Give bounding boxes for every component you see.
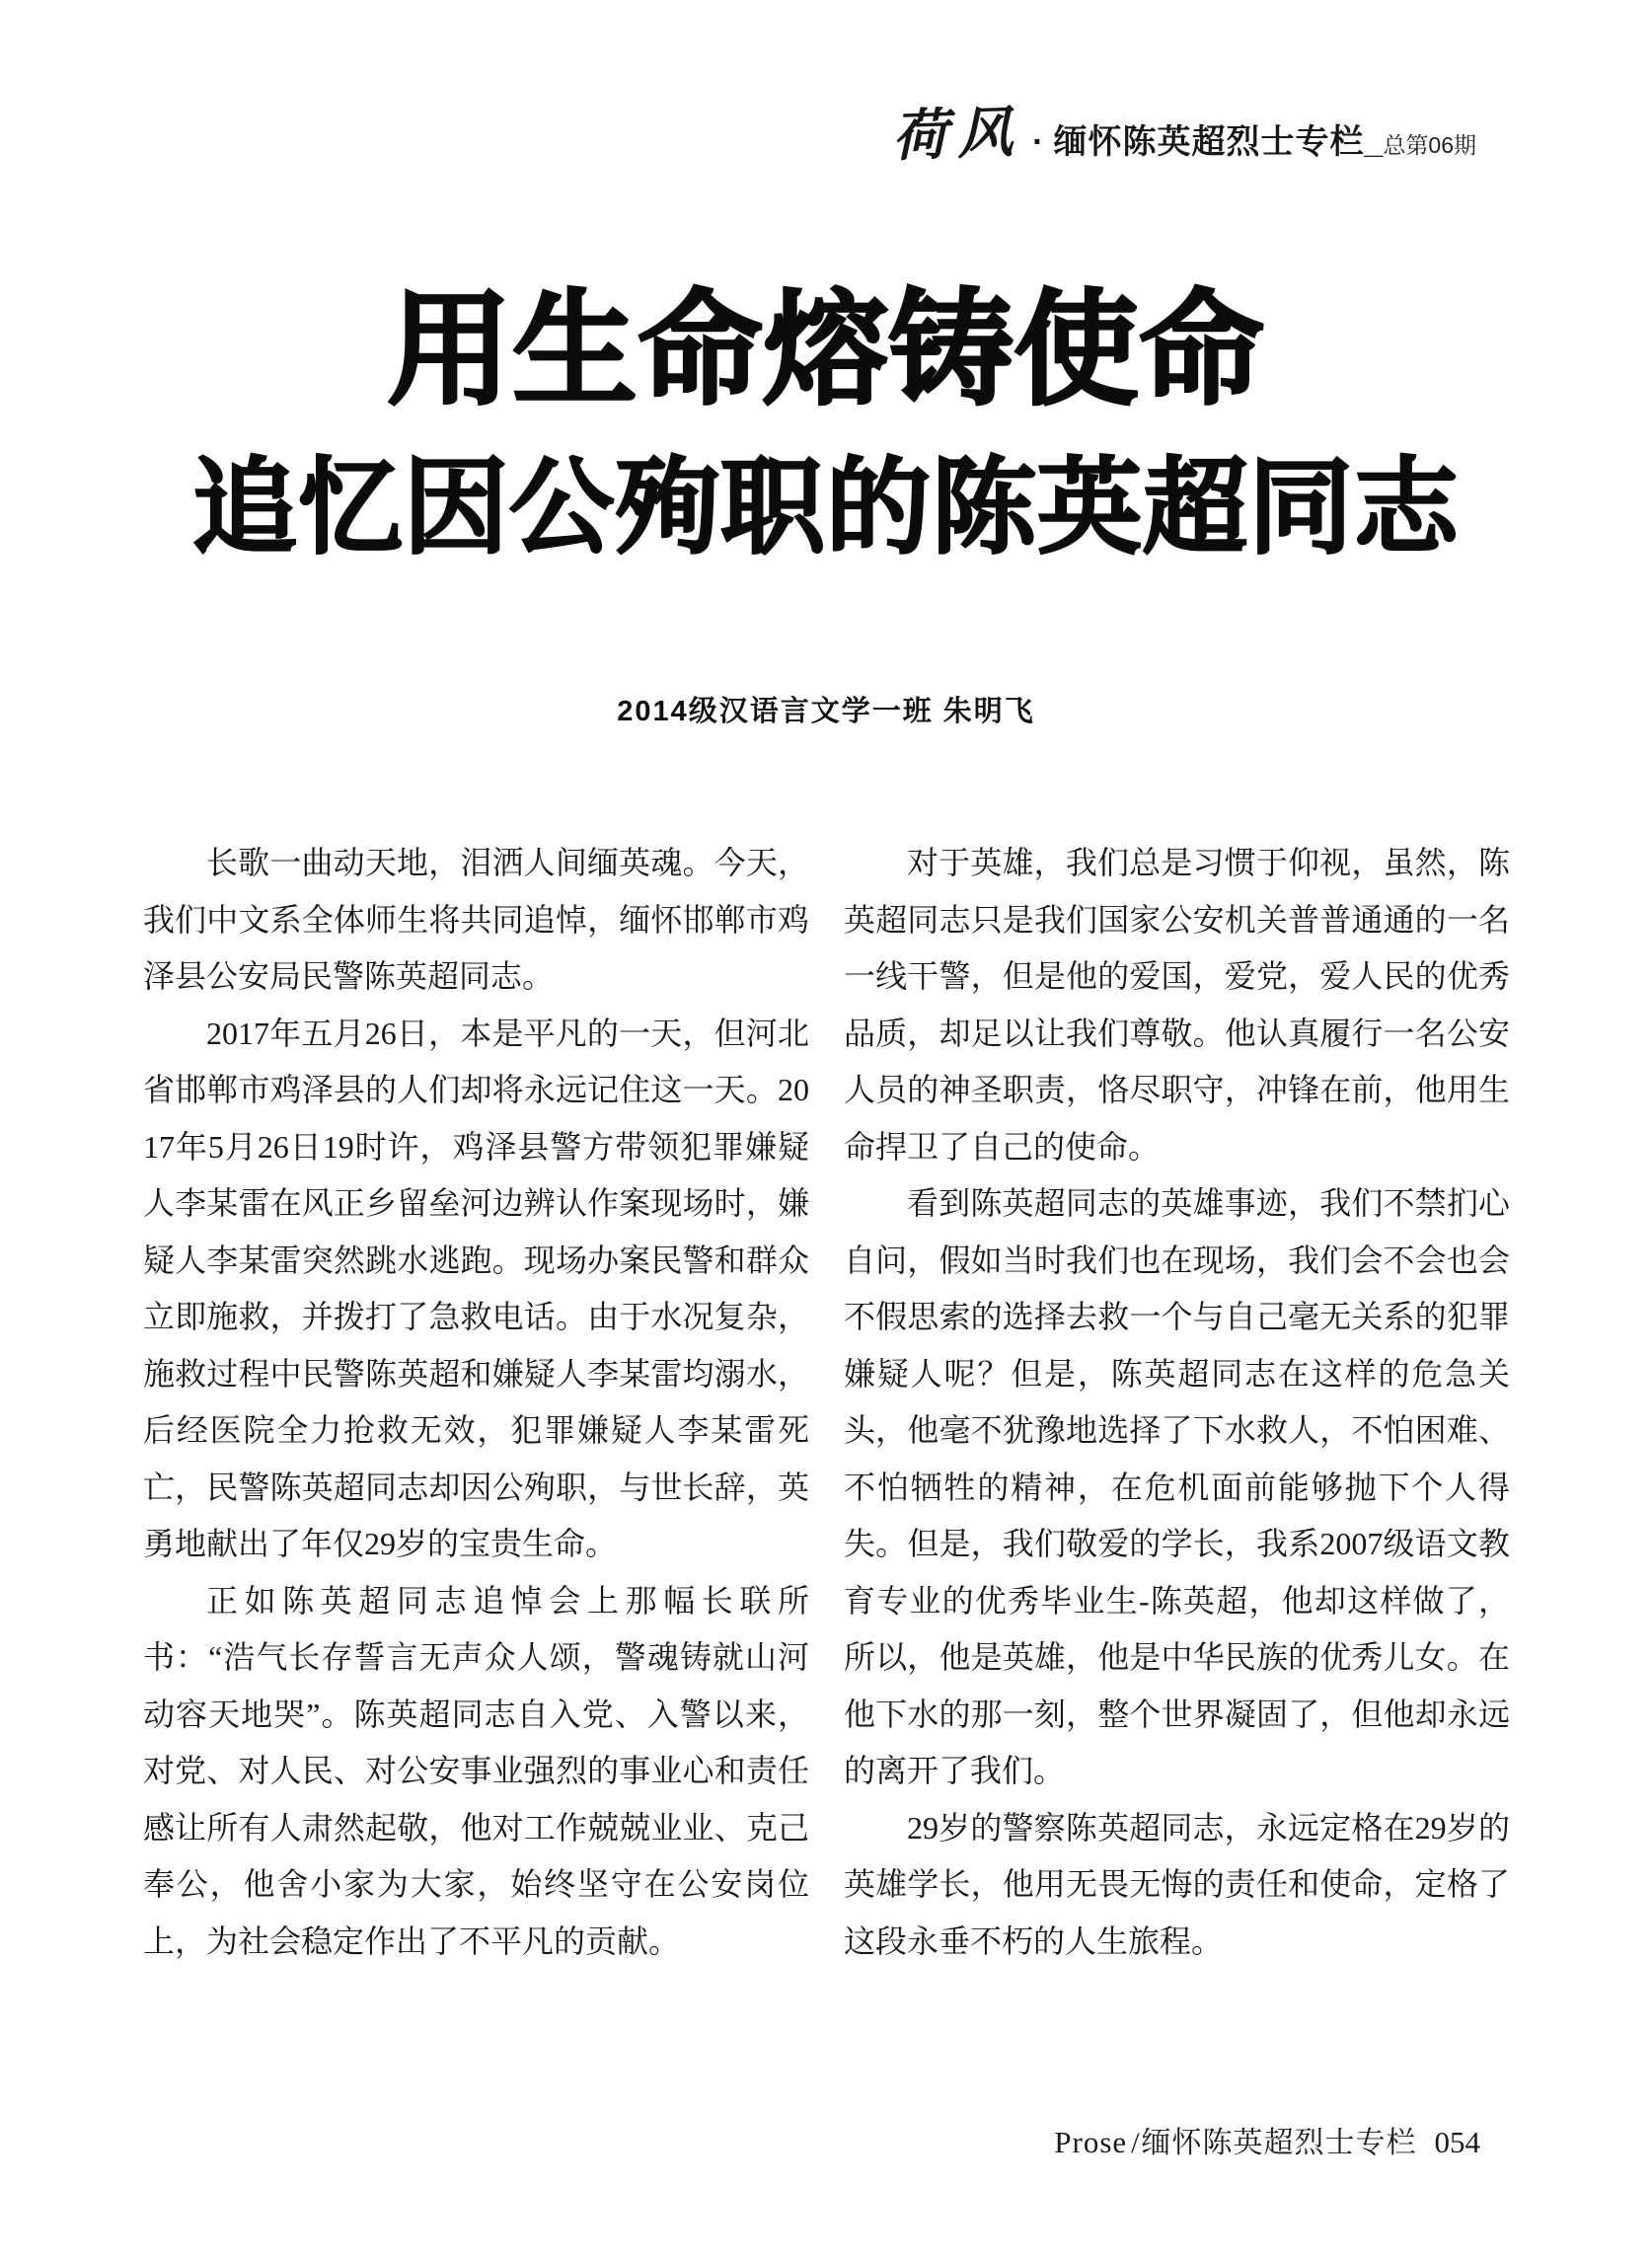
header-underscore: _ (1364, 123, 1384, 161)
body-paragraph: 2017年五月26日，本是平凡的一天，但河北省邯郸市鸡泽县的人们却将永远记住这一天。2017年5月26日19时许，鸡泽县警方带领犯罪嫌疑人李某雷在风正乡留垒河边辨认作案现场时，嫌疑人李某雷突然跳水逃跑。现场办案民警和群众立即施救，并拨打了急救电话。由于水况复杂，施救过程中民警陈英超和嫌疑人李某雷均溺水，后经医院全力抢救无效，犯罪嫌疑人李某雷死亡，民警陈英超同志却因公殉职，与世长辞，英勇地献出了年仅29岁的宝贵生命。 (143, 1015, 809, 1561)
page-footer (1054, 2118, 1480, 2161)
header-section-title: 缅怀陈英超烈士专栏 (1053, 123, 1365, 161)
footer-genre-label: Prose (1054, 2125, 1128, 2159)
header-dot-separator: · (1032, 123, 1044, 161)
byline-author: 2014级汉语言文学一班 朱明飞 (617, 696, 1035, 727)
body-paragraph: 长歌一曲动天地，泪洒人间缅英魂。今天，我们中文系全体师生将共同追悼，缅怀邯郸市鸡泽县公安局民警陈英超同志。 (143, 845, 809, 994)
header-issue-number: 总第06期 (1383, 132, 1476, 158)
running-head (892, 91, 1476, 170)
footer-slash: / (1131, 2127, 1140, 2159)
body-paragraph: 对于英雄，我们总是习惯于仰视，虽然，陈英超同志只是我们国家公安机关普普通通的一名一线干警，但是他的爱国，爱党，爱人民的优秀品质，却足以让我们尊敬。他认真履行一名公安人员的神圣职责，恪尽职守，冲锋在前，他用生命捍卫了自己的使命。 (844, 845, 1510, 1165)
footer-page-number: 054 (1434, 2125, 1480, 2159)
body-paragraph: 29岁的警察陈英超同志，永远定格在29岁的英雄学长，他用无畏无悔的责任和使命，定格了这段永垂不朽的人生旅程。 (844, 1809, 1510, 1959)
body-paragraph: 正如陈英超同志追悼会上那幅长联所书：“浩气长存誓言无声众人颂，警魂铸就山河动容天地哭”。陈英超同志自入党、入警以来，对党、对人民、对公安事业强烈的事业心和责任感让所有人肃然起敬，他对工作兢兢业业、克己奉公，他舍小家为大家，始终坚守在公安岗位上，为社会稳定作出了不平凡的贡献。 (143, 1582, 809, 1959)
left-column (143, 835, 809, 1970)
article-subtitle: 追忆因公殉职的陈英超同志 (192, 450, 1460, 566)
right-column (844, 835, 1510, 1970)
article-title: 用生命熔铸使命 (387, 280, 1265, 419)
body-paragraph: 看到陈英超同志的英雄事迹，我们不禁扪心自问，假如当时我们也在现场，我们会不会也会不假思索的选择去救一个与自己毫无关系的犯罪嫌疑人呢？但是，陈英超同志在这样的危急关头，他毫不犹豫地选择了下水救人，不怕困难、不怕牺牲的精神，在危机面前能够抛下个人得失。但是，我们敬爱的学长，我系2007级语文教育专业的优秀毕业生-陈英超，他却这样做了，所以，他是英雄，他是中华民族的优秀儿女。在他下水的那一刻，整个世界凝固了，但他却永远的离开了我们。 (844, 1185, 1510, 1788)
article-body (143, 835, 1510, 1970)
magazine-logo: 荷风 (891, 99, 1024, 170)
footer-section-title: 缅怀陈英超烈士专栏 (1141, 2127, 1417, 2159)
